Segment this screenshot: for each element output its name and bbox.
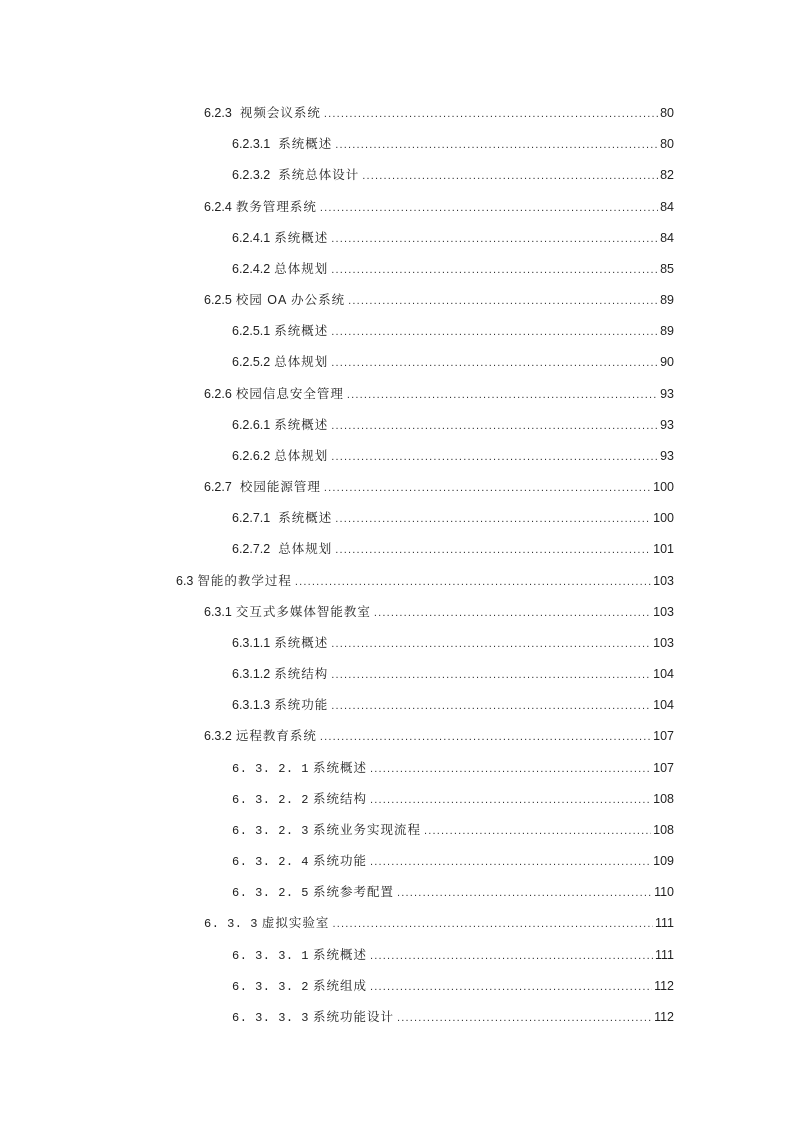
toc-entry[interactable] <box>232 664 674 684</box>
toc-entry-page-number: 80 <box>660 137 674 152</box>
toc-entry[interactable] <box>232 976 674 996</box>
toc-entry-page-number: 108 <box>653 791 674 806</box>
toc-entry-title: 系统概述 <box>313 947 368 962</box>
toc-entry[interactable] <box>204 913 674 933</box>
dot-leader <box>424 821 651 841</box>
dot-leader <box>331 696 651 716</box>
toc-entry-page-number: 108 <box>653 822 674 837</box>
toc-entry-title: 系统功能 <box>313 854 368 869</box>
toc-entry-number: 6.2.6 <box>204 386 232 401</box>
dot-leader <box>324 478 651 498</box>
toc-entry-title: 系统功能 <box>274 698 329 713</box>
toc-entry[interactable] <box>204 602 674 622</box>
toc-entry[interactable] <box>204 290 674 310</box>
toc-entry-page-number: 84 <box>660 199 674 214</box>
toc-entry-number: 6.2.5 <box>204 293 232 308</box>
toc-entry-title: 总体规划 <box>274 261 329 276</box>
dot-leader <box>331 416 658 436</box>
toc-entry-title: 系统结构 <box>313 791 368 806</box>
toc-entry-page-number: 93 <box>660 386 674 401</box>
toc-entry-title: 总体规划 <box>278 542 333 557</box>
toc-entry[interactable] <box>232 539 674 559</box>
dot-leader <box>331 353 658 373</box>
toc-entry-title: 视频会议系统 <box>239 106 321 120</box>
dot-leader <box>362 166 658 186</box>
toc-entry-title: 系统概述 <box>278 511 333 526</box>
toc-entry-title: 系统参考配置 <box>313 885 395 900</box>
toc-entry[interactable] <box>232 508 674 528</box>
dot-leader <box>335 540 651 560</box>
toc-entry[interactable] <box>232 415 674 435</box>
toc-entry[interactable] <box>232 1007 674 1027</box>
toc-entry-number: 6.3.1.1 <box>232 635 271 650</box>
toc-entry-title: 校园能源管理 <box>239 480 321 495</box>
toc-entry[interactable] <box>232 758 674 778</box>
toc-entry-number: 6.2.6.2 <box>232 448 271 463</box>
toc-entry-number: 6.2.4 <box>204 199 232 214</box>
toc-entry-page-number: 84 <box>660 230 674 245</box>
toc-entry-number: 6. 3. 2. 4 <box>232 855 310 870</box>
toc-entry-title: 校园 OA 办公系统 <box>235 293 346 308</box>
toc-entry-number: 6. 3. 3 <box>204 917 258 932</box>
toc-entry-page-number: 110 <box>654 885 674 900</box>
toc-entry[interactable] <box>204 726 674 746</box>
toc-entry-number: 6.2.6.1 <box>232 417 271 432</box>
dot-leader <box>370 852 651 872</box>
toc-entry-page-number: 109 <box>653 854 674 869</box>
toc-entry-number: 6. 3. 2. 2 <box>232 792 310 807</box>
toc-entry-page-number: 89 <box>660 293 674 308</box>
toc-entry-title: 虚拟实验室 <box>261 916 330 931</box>
toc-entry-page-number: 107 <box>653 729 674 744</box>
toc-entry-number: 6. 3. 2. 3 <box>232 823 310 838</box>
toc-entry-number: 6.2.3 <box>204 106 232 120</box>
toc-entry[interactable] <box>232 321 674 341</box>
toc-entry-page-number: 93 <box>660 448 674 463</box>
toc-entry[interactable] <box>232 165 674 185</box>
toc-entry-page-number: 100 <box>653 511 674 526</box>
toc-entry[interactable] <box>232 882 674 902</box>
toc-entry[interactable] <box>204 477 674 497</box>
toc-entry-page-number: 112 <box>654 978 674 993</box>
toc-entry-page-number: 100 <box>653 480 674 495</box>
toc-entry-number: 6. 3. 3. 3 <box>232 1010 310 1025</box>
toc-entry-page-number: 93 <box>660 417 674 432</box>
dot-leader <box>320 198 658 218</box>
dot-leader <box>331 447 658 467</box>
dot-leader <box>370 946 653 966</box>
toc-entry-title: 系统组成 <box>313 978 368 993</box>
toc-entry-title: 系统总体设计 <box>278 168 360 183</box>
dot-leader <box>335 509 651 529</box>
toc-entry-page-number: 104 <box>653 698 674 713</box>
toc-entry-number: 6. 3. 3. 1 <box>232 948 310 963</box>
toc-entry-number: 6. 3. 2. 5 <box>232 886 310 901</box>
dot-leader <box>331 322 658 342</box>
dot-leader <box>397 883 652 903</box>
toc-entry-number: 6.2.3.1 <box>232 137 271 152</box>
toc-entry-number: 6.2.5.2 <box>232 355 271 370</box>
dot-leader <box>320 727 651 747</box>
toc-entry-page-number: 103 <box>653 604 674 619</box>
toc-entry-number: 6. 3. 2. 1 <box>232 761 310 776</box>
toc-entry-title: 校园信息安全管理 <box>235 386 344 401</box>
toc-entry[interactable] <box>204 197 674 217</box>
toc-entry-page-number: 111 <box>654 916 674 931</box>
toc-entry-title: 交互式多媒体智能教室 <box>235 604 371 619</box>
toc-entry-number: 6.2.4.2 <box>232 261 271 276</box>
toc-entry-page-number: 103 <box>653 635 674 650</box>
toc-entry-title: 系统概述 <box>274 324 329 339</box>
toc-entry-title: 总体规划 <box>274 448 329 463</box>
toc-entry-page-number: 80 <box>660 106 674 120</box>
toc-entry-page-number: 89 <box>660 324 674 339</box>
toc-entry[interactable] <box>232 446 674 466</box>
dot-leader <box>347 385 658 405</box>
toc-entry-page-number: 101 <box>653 542 674 557</box>
toc-entry-page-number: 103 <box>653 573 674 588</box>
toc-entry-number: 6.2.5.1 <box>232 324 271 339</box>
dot-leader <box>324 104 658 124</box>
toc-entry[interactable] <box>232 851 674 871</box>
toc-entry-title: 系统功能设计 <box>313 1009 395 1024</box>
toc-entry[interactable] <box>204 103 674 123</box>
dot-leader <box>331 634 651 654</box>
toc-entry[interactable] <box>232 820 674 840</box>
toc-entry-page-number: 90 <box>660 355 674 370</box>
toc-entry-title: 总体规划 <box>274 355 329 370</box>
dot-leader <box>331 260 658 280</box>
dot-leader <box>335 135 658 155</box>
toc-entry-title: 智能的教学过程 <box>197 573 292 588</box>
toc-entry-title: 系统概述 <box>274 230 329 245</box>
toc-entry-page-number: 104 <box>653 667 674 682</box>
toc-entry-title: 系统业务实现流程 <box>313 822 422 837</box>
toc-entry-title: 系统概述 <box>278 137 333 152</box>
toc-entry-title: 教务管理系统 <box>235 199 317 214</box>
toc-entry[interactable] <box>232 228 674 248</box>
toc-entry-number: 6.2.7 <box>204 480 232 495</box>
toc-entry-page-number: 107 <box>653 760 674 775</box>
dot-leader <box>374 603 651 623</box>
toc-entry-number: 6.2.7.2 <box>232 542 271 557</box>
dot-leader <box>348 291 658 311</box>
toc-entry-page-number: 111 <box>654 947 674 962</box>
toc-entry-number: 6.2.4.1 <box>232 230 271 245</box>
dot-leader <box>295 572 651 592</box>
dot-leader <box>370 790 651 810</box>
toc-entry-title: 系统概述 <box>313 760 368 775</box>
toc-entry-number: 6.3.2 <box>204 729 232 744</box>
toc-entry-number: 6.2.7.1 <box>232 511 271 526</box>
toc-entry-page-number: 82 <box>660 168 674 183</box>
toc-entry-number: 6.3.1 <box>204 604 232 619</box>
toc-entry-number: 6.3 <box>176 573 194 588</box>
toc-entry[interactable] <box>232 134 674 154</box>
dot-leader <box>332 914 653 934</box>
toc-entry-number: 6.2.3.2 <box>232 168 271 183</box>
toc-entry-title: 系统概述 <box>274 635 329 650</box>
toc-entry-page-number: 112 <box>654 1009 674 1024</box>
toc-entry[interactable] <box>232 695 674 715</box>
toc-entry-title: 系统结构 <box>274 667 329 682</box>
toc-entry-title: 远程教育系统 <box>235 729 317 744</box>
toc-entry-page-number: 85 <box>660 261 674 276</box>
toc-entry[interactable] <box>232 633 674 653</box>
dot-leader <box>331 665 651 685</box>
dot-leader <box>370 759 651 779</box>
toc-entry-number: 6.3.1.3 <box>232 698 271 713</box>
dot-leader <box>331 229 658 249</box>
toc-entry[interactable] <box>232 945 674 965</box>
toc-entry-title: 系统概述 <box>274 417 329 432</box>
toc-entry[interactable] <box>232 352 674 372</box>
toc-entry[interactable] <box>232 259 674 279</box>
toc-entry[interactable] <box>176 571 674 591</box>
toc-entry[interactable] <box>232 789 674 809</box>
toc-entry-number: 6. 3. 3. 2 <box>232 979 310 994</box>
dot-leader <box>370 977 652 997</box>
dot-leader <box>397 1008 652 1028</box>
toc-entry-number: 6.3.1.2 <box>232 667 271 682</box>
toc-entry[interactable] <box>204 384 674 404</box>
